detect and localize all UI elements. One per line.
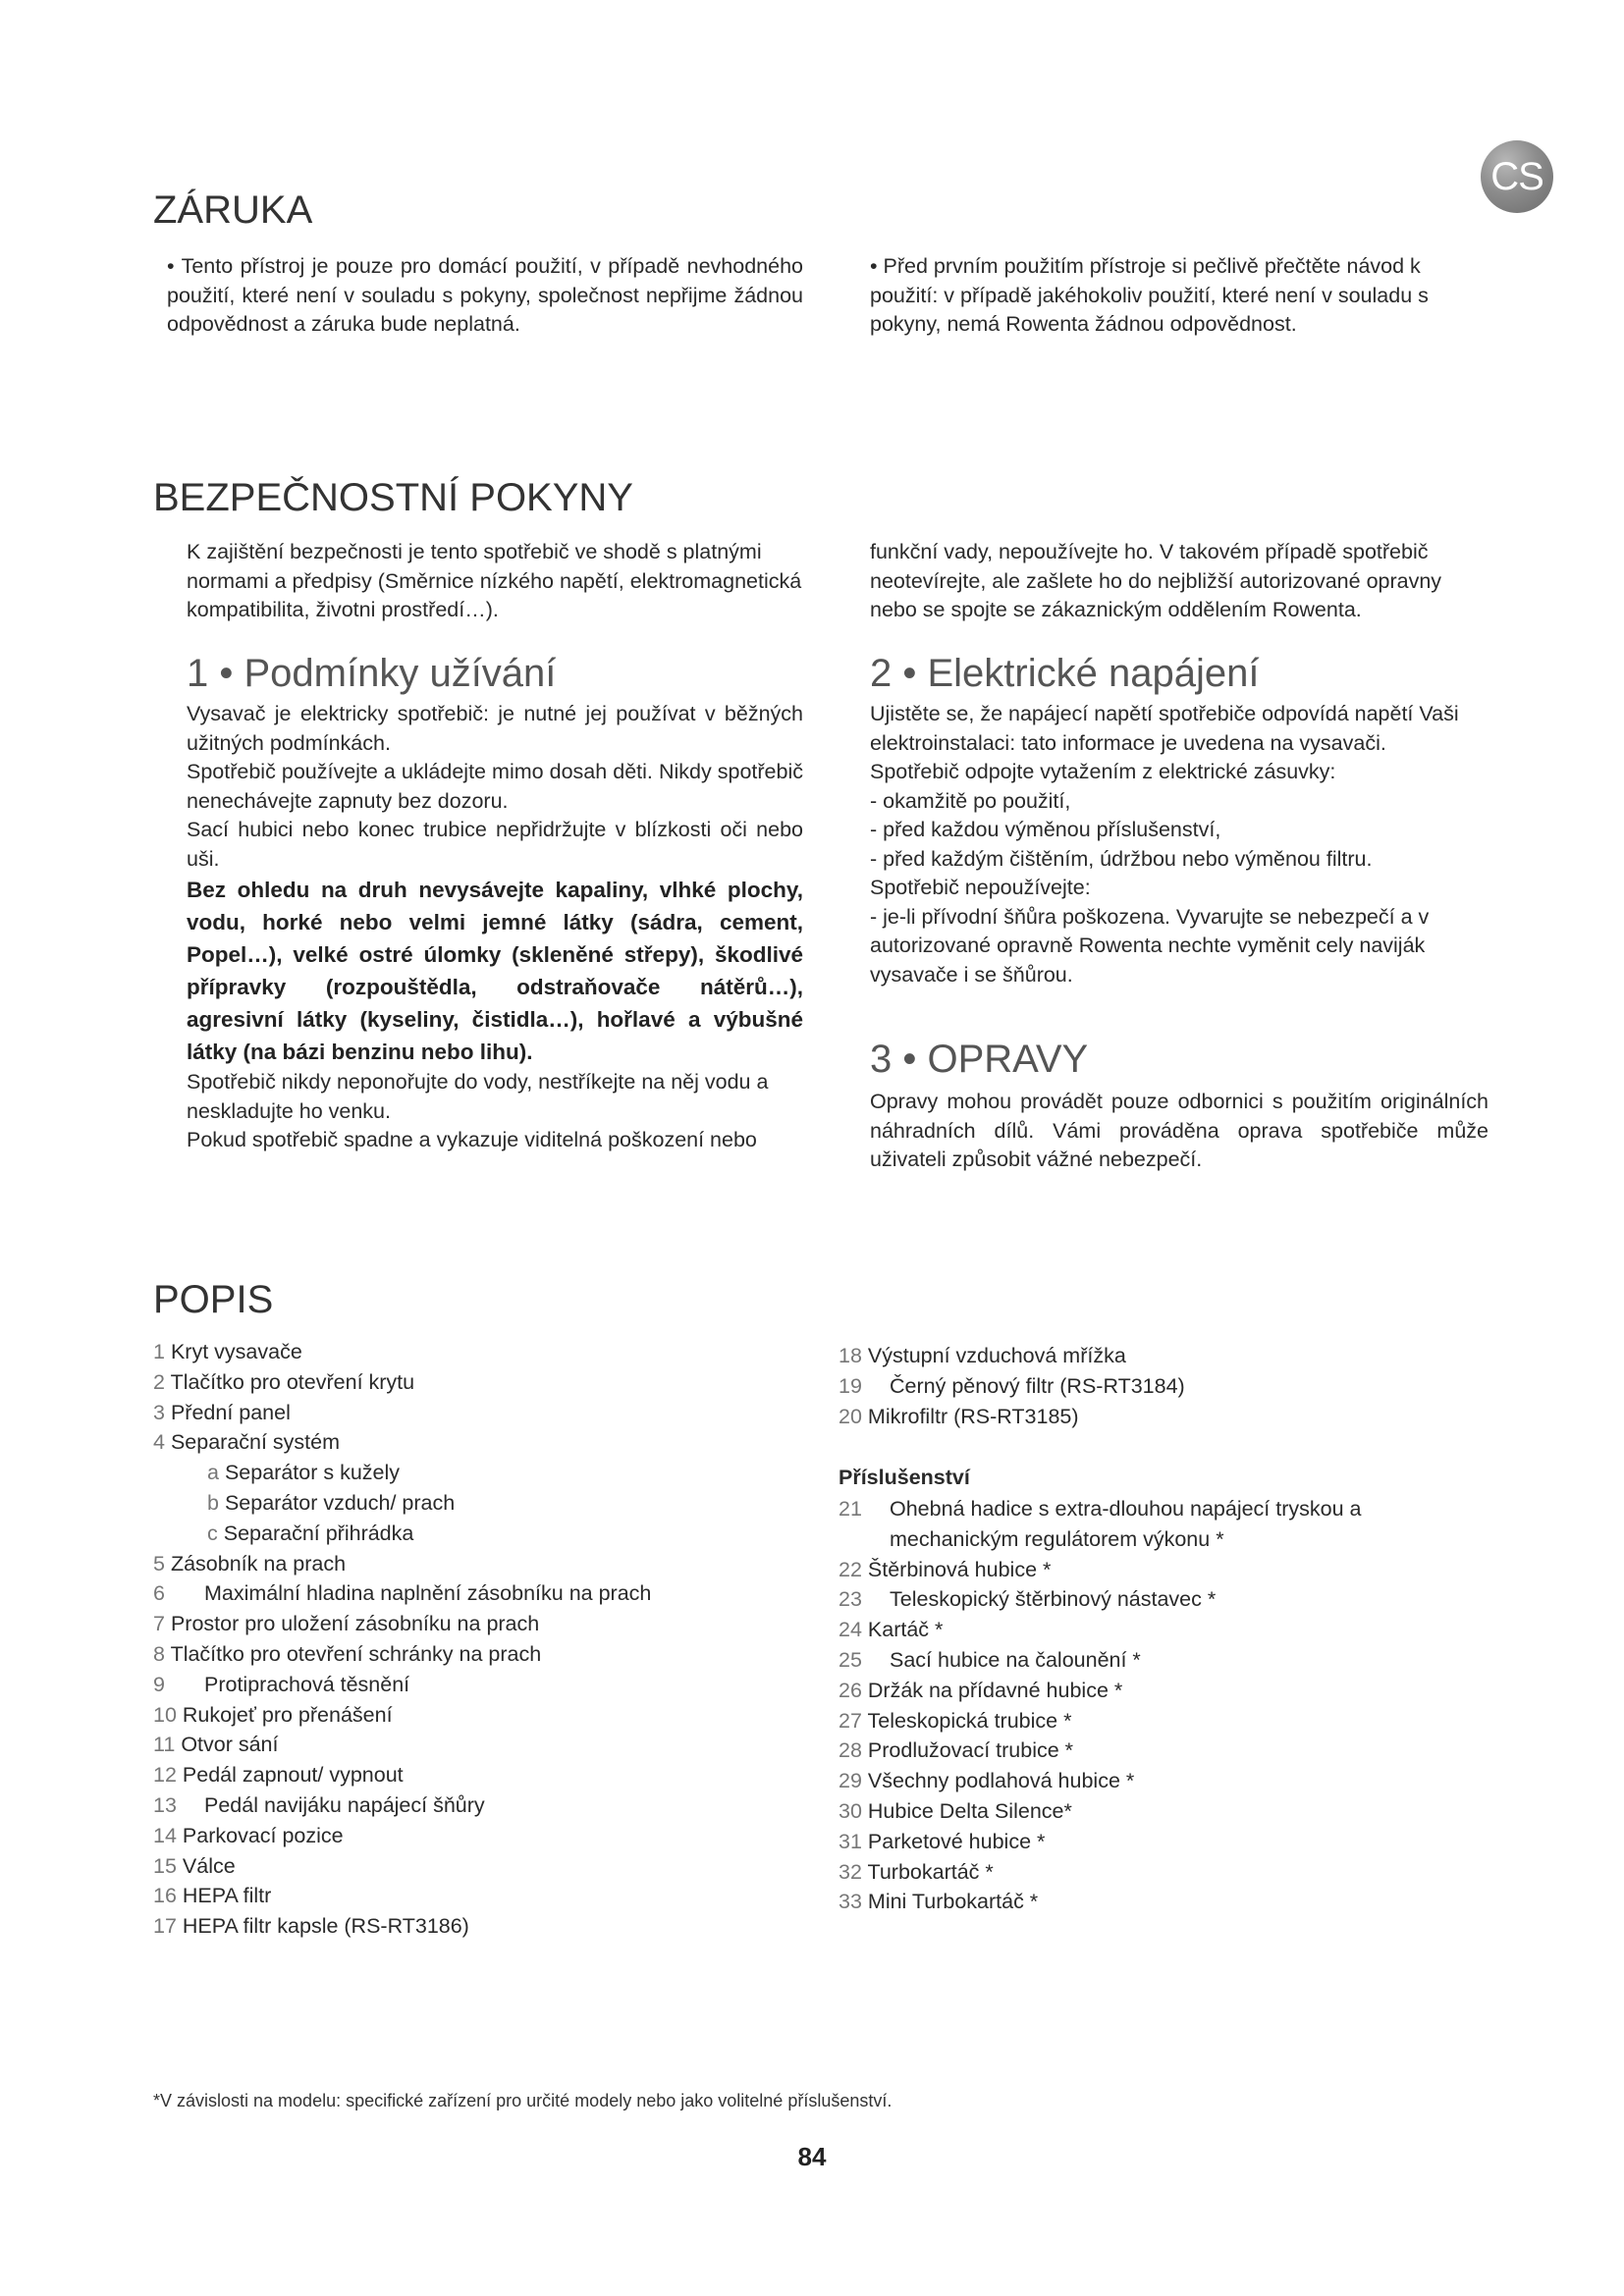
s2-paragraph-3: Spotřebič nepoužívejte: [870,876,1091,899]
zaruka-left-text: • Tento přístroj je pouze pro domácí použití, v případě nevhodného použití, které není v souladu s pokyny, společnost nepřijme žádnou odpovědnost a záruka bude neplatná. [167,254,803,336]
accessories-title: Příslušenství [839,1466,970,1489]
list-item: 13 Pedál navijáku napájecí šňůry [153,1792,485,1817]
s2-bullet-3: - před každým čištěním, údržbou nebo výměnou filtru. [870,846,1373,871]
s1-paragraph-1: Vysavač je elektricky spotřebič: je nutné jej používat v běžných užitných podmínkách. [187,702,803,755]
s1-paragraph-5: Pokud spotřebič spadne a vykazuje viditelná poškození nebo [187,1128,757,1151]
list-item: 20 Mikrofiltr (RS-RT3185) [839,1404,1079,1428]
list-item: 28 Prodlužovací trubice * [839,1738,1074,1763]
accessories-list [839,1494,1361,1917]
list-item: 25 Sací hubice na čalounění * [839,1647,1141,1672]
s2-paragraph-1: Ujistěte se, že napájecí napětí spotřebiče odpovídá napětí Vaši elektroinstalaci: tato informace je uvedena na vysavači. [870,702,1459,755]
list-item: 11 Otvor sání [153,1733,279,1757]
language-badge: CS [1481,140,1553,213]
list-item: 4 Separační systém [153,1430,341,1455]
list-subitem: c Separační přihrádka [207,1521,414,1545]
subsection-2-body [870,700,1489,989]
s1-paragraph-3: Sací hubici nebo konec trubice nepřidržujte v blízkosti oči nebo uši. [187,818,803,871]
list-item: 3 Přední panel [153,1400,291,1424]
list-item: 10 Rukojeť pro přenášení [153,1702,393,1727]
list-item: 7 Prostor pro uložení zásobníku na prach [153,1612,540,1636]
bezpecnost-right-column [870,538,1489,625]
list-item: 8 Tlačítko pro otevření schránky na prach [153,1641,542,1666]
s2-bullet-2: - před každou výměnou příslušenství, [870,818,1221,841]
list-item: 17 HEPA filtr kapsle (RS-RT3186) [153,1914,469,1939]
section-title-zaruka: ZÁRUKA [153,188,313,232]
subsection-title-2: 2 • Elektrické napájení [870,652,1260,695]
list-item: 33 Mini Turbokartáč * [839,1890,1039,1914]
list-item: 24 Kartáč * [839,1618,944,1642]
subsection-title-1: 1 • Podmínky užívání [187,652,557,695]
list-item: 30 Hubice Delta Silence* [839,1798,1072,1823]
list-item: 15 Válce [153,1853,236,1878]
list-item: 16 HEPA filtr [153,1884,272,1908]
list-item: 14 Parkovací pozice [153,1823,344,1847]
page-number: 84 [797,2142,827,2171]
list-item-continuation: mechanickým regulátorem výkonu * [890,1526,1224,1551]
subsection-title-3: 3 • OPRAVY [870,1038,1089,1081]
subsection-3-body [870,1088,1489,1175]
s2-paragraph-4: - je-li přívodní šňůra poškozena. Vyvarujte se nebezpečí a v autorizované opravně Rowenta nechte vyměnit cely naviják vysavače i se šňůrou. [870,904,1430,987]
popis-left-list [153,1337,651,1942]
list-item: 26 Držák na přídavné hubice * [839,1678,1123,1702]
s2-bullet-1: - okamžitě po použití, [870,788,1071,813]
list-item: 29 Všechny podlahová hubice * [839,1769,1135,1793]
s1-paragraph-2: Spotřebič používejte a ukládejte mimo dosah děti. Nikdy spotřebič nenechávejte zapnuty bez dozoru. [187,760,803,813]
zaruka-right-text: • Před prvním použitím přístroje si pečlivě přečtěte návod k použití: v případě jakéhokoliv použití, které není v souladu s pokyny, nemá Rowenta žádnou odpovědnost. [870,254,1429,336]
bezpecnost-intro: K zajištění bezpečnosti je tento spotřebič ve shodě s platnými normami a předpisy (Směrnice nízkého napětí, elektromagnetická kompatibilita, životni prostředí…). [187,540,802,621]
list-item: 21 Ohebná hadice s extra-dlouhou napájecí tryskou a [839,1497,1362,1521]
list-item: 12 Pedál zapnout/ vypnout [153,1763,404,1788]
list-item: 2 Tlačítko pro otevření krytu [153,1369,415,1394]
list-item: 31 Parketové hubice * [839,1829,1046,1853]
list-subitem: b Separátor vzduch/ prach [207,1490,456,1515]
list-item: 6 Maximální hladina naplnění zásobníku na prach [153,1581,652,1606]
bezpecnost-left-column [187,538,803,625]
s1-paragraph-4: Spotřebič nikdy neponořujte do vody, nestříkejte na něj vodu a neskladujte ho venku. [187,1070,769,1123]
list-item: 18 Výstupní vzduchová mřížka [839,1344,1126,1367]
footnote: *V závislosti na modelu: specifické zařízení pro určité modely nebo jako volitelné příslušenství. [153,2091,893,2110]
list-item: 5 Zásobník na prach [153,1551,347,1575]
right-paragraph-1: funkční vady, nepoužívejte ho. V takovém případě spotřebič neotevírejte, ale zašlete ho do nejbližší autorizované opravny nebo se spojte se zákaznickým oddělením Rowenta. [870,540,1442,621]
s3-paragraph-1: Opravy mohou provádět pouze odbornici s použitím originálních náhradních dílů. Vámi prováděna oprava spotřebiče může uživateli způsobit vážné nebezpečí. [870,1090,1489,1171]
list-item: 22 Štěrbinová hubice * [839,1557,1052,1581]
popis-right-list [839,1341,1185,1431]
s1-warning-bold: Bez ohledu na druh nevysávejte kapaliny, vlhké plochy, vodu, horké nebo velmi jemné látky (sádra, cement, Popel…), velké ostré úlomky (skleněné střepy), škodlivé přípravky (rozpouštědla, odstraňovače nátěrů…), agresivní látky (kyseliny, čistidla…), hořlavé a výbušné látky (na bázi benzinu nebo lihu). [187,878,803,1064]
list-item: 1 Kryt vysavače [153,1340,302,1363]
list-item: 23 Teleskopický štěrbinový nástavec * [839,1587,1217,1612]
list-item: 19 Černý pěnový filtr (RS-RT3184) [839,1373,1185,1398]
s2-paragraph-2: Spotřebič odpojte vytažením z elektrické zásuvky: [870,760,1336,783]
section-title-popis: POPIS [153,1278,274,1321]
list-item: 9 Protiprachová těsnění [153,1672,410,1696]
list-item: 27 Teleskopická trubice * [839,1708,1072,1733]
list-item: 32 Turbokartáč * [839,1859,994,1884]
subsection-1-body [187,700,803,1155]
section-title-bezpecnost: BEZPEČNOSTNÍ POKYNY [153,476,633,519]
list-subitem: a Separátor s kužely [207,1461,401,1485]
